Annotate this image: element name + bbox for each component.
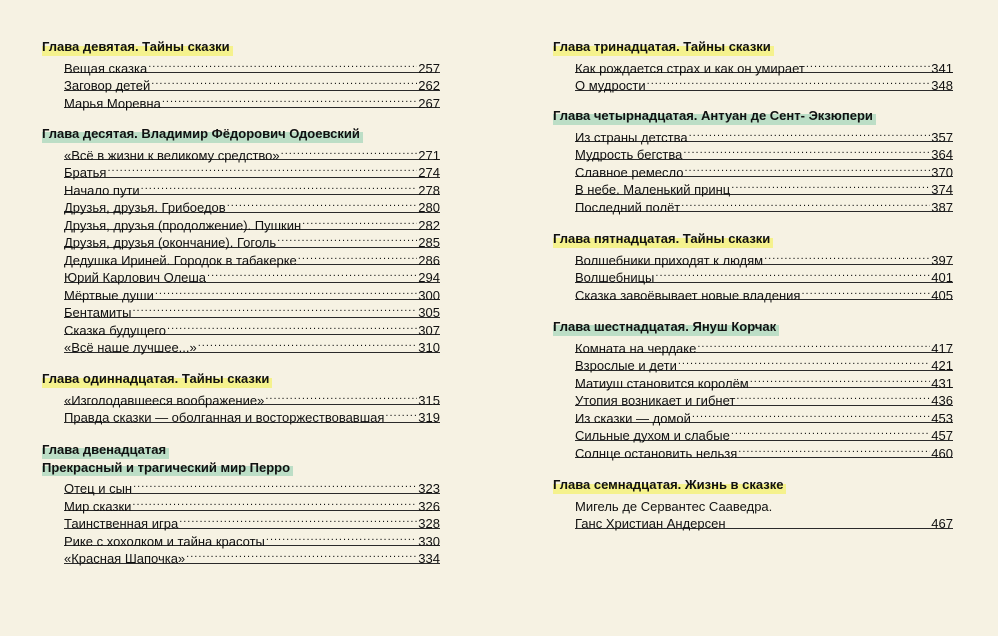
page-number: 307 — [418, 322, 440, 338]
dot-leader — [147, 56, 417, 73]
page-number: 262 — [418, 78, 440, 93]
entry-title: Начало пути — [64, 182, 140, 198]
dot-leader — [154, 283, 417, 300]
page-number: 274 — [418, 165, 440, 180]
entry-title: Друзья, друзья (продолжение). Пушкин — [64, 217, 302, 233]
page-number: 421 — [931, 358, 953, 373]
dot-leader — [805, 56, 930, 73]
dot-leader — [654, 265, 930, 282]
chapter-heading[interactable]: Глава четырнадцатая. Антуан де Сент- Экзюпери — [553, 107, 876, 125]
chapter-heading[interactable]: Прекрасный и трагический мир Перро — [42, 459, 293, 477]
page-number: 364 — [931, 147, 953, 162]
entry-title: Из страны детства — [575, 129, 688, 145]
page-number: 310 — [418, 340, 440, 355]
dot-leader — [772, 494, 952, 511]
page-number: 300 — [418, 287, 440, 303]
page-number: 334 — [418, 551, 440, 566]
dot-leader — [197, 335, 418, 352]
page-number: 278 — [418, 182, 440, 198]
chapter-heading-line — [553, 318, 953, 336]
page-number: 286 — [418, 252, 440, 268]
chapter-heading[interactable]: Глава одиннадцатая. Тайны сказки — [42, 370, 272, 388]
chapter-block — [553, 476, 953, 529]
dot-leader — [185, 546, 417, 563]
dot-leader — [161, 91, 417, 108]
dot-leader — [683, 160, 930, 177]
page-number: 436 — [931, 393, 953, 408]
page-number: 341 — [931, 60, 953, 76]
entry-title: Мигель де Сервантес Сааведра. — [575, 498, 773, 514]
toc-entry[interactable] — [64, 476, 440, 494]
chapter-block — [553, 38, 953, 91]
dot-leader — [384, 405, 417, 422]
page-number: 323 — [418, 481, 440, 496]
chapter-heading[interactable]: Глава двенадцатая — [42, 441, 169, 459]
entry-title: Волшебники приходят к людям — [575, 252, 764, 268]
chapter-block — [42, 125, 440, 353]
entry-title: «Всё наше лучшее...» — [64, 340, 197, 355]
chapter-block — [553, 318, 953, 461]
page-number: 319 — [418, 410, 440, 425]
entry-title: Утопия возникает и гибнет — [575, 393, 736, 408]
page-number: 374 — [931, 182, 953, 197]
chapter-heading-line — [553, 230, 953, 248]
chapter-heading-line — [553, 107, 953, 125]
chapter-heading-line — [42, 459, 440, 477]
entry-title: Мир сказки — [64, 498, 132, 514]
entry-title: Сильные духом и слабые — [575, 428, 730, 443]
dot-leader — [735, 388, 930, 405]
dot-leader — [726, 511, 931, 528]
page-number: 401 — [931, 270, 953, 285]
page-number: 294 — [418, 270, 440, 285]
dot-leader — [677, 353, 930, 370]
page-number: 305 — [418, 305, 440, 320]
dot-leader — [800, 283, 930, 300]
dot-leader — [132, 476, 417, 493]
entry-title: Славное ремесло — [575, 164, 684, 180]
toc-entry[interactable] — [64, 143, 440, 161]
entry-title: Бентамиты — [64, 305, 132, 320]
page-number: 370 — [931, 164, 953, 180]
page-number: 330 — [418, 533, 440, 549]
page-number: 315 — [418, 392, 440, 408]
toc-entry[interactable] — [575, 56, 953, 74]
dot-leader — [264, 388, 417, 405]
page-number: 271 — [418, 147, 440, 163]
chapter-heading-line — [553, 38, 953, 56]
entry-title: Сказка будущего — [64, 322, 167, 338]
dot-leader — [166, 318, 417, 335]
entry-title: Отец и сын — [64, 481, 133, 496]
dot-leader — [691, 406, 930, 423]
dot-leader — [680, 195, 930, 212]
toc-entry[interactable] — [64, 178, 440, 196]
entry-title: Правда сказки — оболганная и восторжествовавшая — [64, 410, 385, 425]
entry-title: Заговор детей — [64, 78, 151, 93]
dot-leader — [737, 441, 930, 458]
page-number: 431 — [931, 375, 953, 391]
entry-title: Сказка завоёвывает новые владения — [575, 287, 801, 303]
chapter-block — [553, 107, 953, 215]
page-number: 326 — [418, 498, 440, 514]
chapter-heading[interactable]: Глава пятнадцатая. Тайны сказки — [553, 230, 773, 248]
entry-title: Таинственная игра — [64, 516, 179, 531]
dot-leader — [763, 248, 930, 265]
chapter-heading-line — [553, 476, 953, 494]
entry-title: Матиуш становится королём — [575, 375, 749, 391]
entry-title: Ганс Христиан Андерсен — [575, 516, 726, 531]
page-number: 267 — [418, 95, 440, 111]
chapter-heading[interactable]: Глава семнадцатая. Жизнь в сказке — [553, 476, 786, 494]
dot-leader — [696, 336, 930, 353]
chapter-heading-line — [42, 38, 440, 56]
entry-title: Марья Моревна — [64, 95, 161, 111]
entry-title: Рике с хохолком и тайна красоты — [64, 533, 265, 549]
dot-leader — [276, 230, 417, 247]
entry-title: Друзья, друзья. Грибоедов — [64, 200, 226, 215]
entry-title: Как рождается страх и как он умирает — [575, 60, 805, 76]
entry-title: «Всё в жизни к великому средство» — [64, 147, 280, 163]
page-number: 387 — [931, 199, 953, 215]
chapter-heading-line — [42, 441, 440, 459]
page-number: 467 — [931, 516, 953, 531]
entry-title: Друзья, друзья (окончание). Гоголь — [64, 235, 277, 250]
chapter-heading-line — [42, 370, 440, 388]
toc-entry[interactable] — [64, 56, 440, 74]
entry-title: Взрослые и дети — [575, 358, 677, 373]
dot-leader — [682, 142, 930, 159]
page-number: 357 — [931, 129, 953, 145]
dot-leader — [106, 160, 417, 177]
toc-entry[interactable] — [575, 248, 953, 266]
dot-leader — [178, 511, 417, 528]
entry-title: «Красная Шапочка» — [64, 551, 186, 566]
page-number: 285 — [418, 235, 440, 250]
dot-leader — [730, 423, 930, 440]
page-number: 280 — [418, 200, 440, 215]
entry-title: О мудрости — [575, 78, 646, 93]
dot-leader — [749, 371, 931, 388]
entry-title: Мёртвые души — [64, 287, 154, 303]
dot-leader — [150, 73, 417, 90]
page-number: 348 — [931, 78, 953, 93]
page-number: 328 — [418, 516, 440, 531]
chapter-block — [42, 370, 440, 423]
chapter-heading[interactable]: Глава десятая. Владимир Фёдорович Одоевский — [42, 125, 363, 143]
entry-title: Комната на чердаке — [575, 340, 697, 356]
entry-title: Юрий Карлович Олеша — [64, 270, 207, 285]
chapter-heading[interactable]: Глава шестнадцатая. Януш Корчак — [553, 318, 779, 336]
dot-leader — [265, 529, 417, 546]
dot-leader — [140, 178, 418, 195]
page-number: 417 — [931, 340, 953, 356]
chapter-block — [42, 441, 440, 564]
page-number: 282 — [418, 217, 440, 233]
page-number: 453 — [931, 410, 953, 426]
dot-leader — [226, 195, 418, 212]
toc-entry[interactable] — [575, 125, 953, 143]
chapter-heading-line — [42, 125, 440, 143]
toc-entry[interactable] — [64, 160, 440, 178]
chapter-heading[interactable]: Глава девятая. Тайны сказки — [42, 38, 233, 56]
entry-title: Из сказки — домой — [575, 410, 691, 426]
page-number: 257 — [418, 60, 440, 76]
dot-leader — [301, 213, 417, 230]
dot-leader — [206, 265, 417, 282]
entry-title: Солнце остановить нельзя — [575, 445, 738, 461]
entry-title: В небе. Маленький принц — [575, 182, 731, 197]
dot-leader — [131, 300, 417, 317]
page-number: 397 — [931, 252, 953, 268]
entry-title: Последний полёт — [575, 199, 681, 215]
entry-title: Дедушка Ириней. Городок в табакерке — [64, 252, 297, 268]
dot-leader — [688, 125, 931, 142]
dot-leader — [131, 494, 417, 511]
page-number: 405 — [931, 287, 953, 303]
toc-entry[interactable] — [575, 494, 953, 512]
dot-leader — [730, 177, 930, 194]
dot-leader — [297, 248, 418, 265]
page-number: 457 — [931, 428, 953, 443]
dot-leader — [646, 73, 931, 90]
chapter-heading[interactable]: Глава тринадцатая. Тайны сказки — [553, 38, 774, 56]
dot-leader — [280, 143, 418, 160]
page-number: 460 — [931, 445, 953, 461]
toc-entry[interactable] — [575, 336, 953, 354]
toc-entry[interactable] — [64, 388, 440, 406]
entry-title: Вещая сказка — [64, 60, 148, 76]
chapter-block — [553, 230, 953, 303]
entry-title: Мудрость бегства — [575, 147, 683, 162]
chapter-block — [42, 38, 440, 111]
entry-title: Братья — [64, 165, 107, 180]
entry-title: Волшебницы — [575, 270, 655, 285]
entry-title: «Изголодавшееся воображение» — [64, 392, 265, 408]
